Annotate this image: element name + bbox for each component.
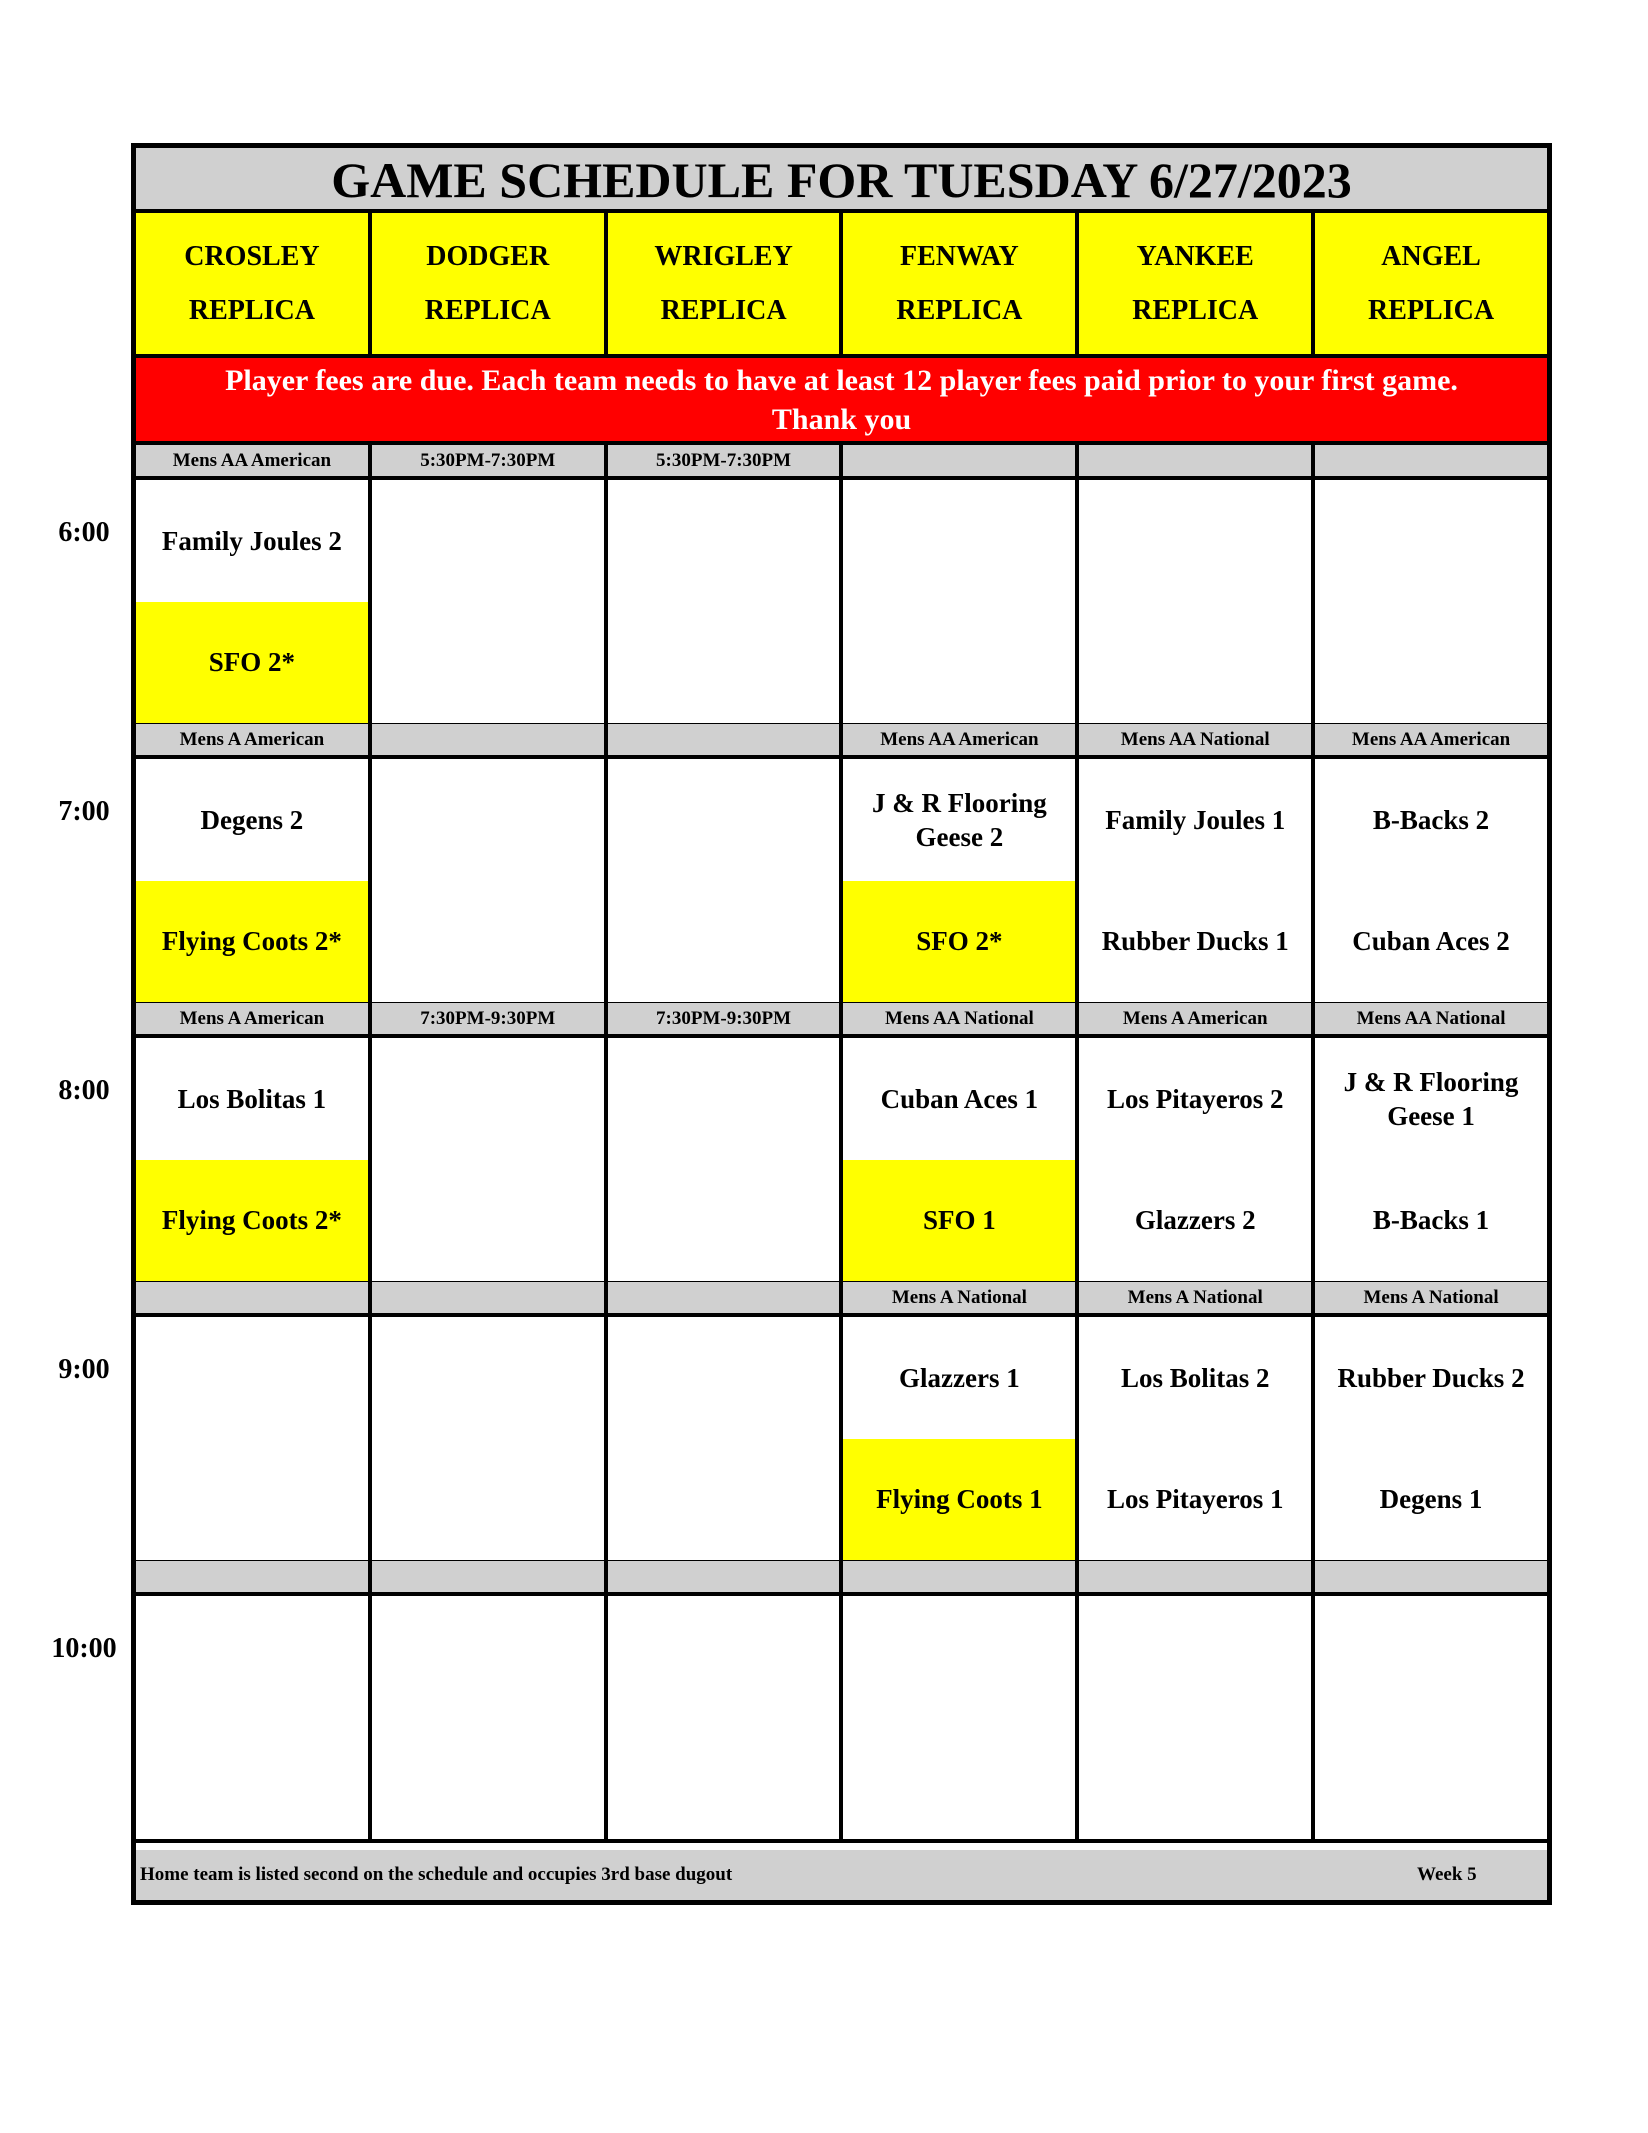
division-label: [136, 1561, 372, 1592]
home-team: [136, 1439, 368, 1561]
home-team: [372, 1439, 604, 1561]
game-cell: [1079, 759, 1315, 1002]
time-slot: [136, 1282, 1547, 1564]
division-label: Mens AA National: [843, 1003, 1079, 1034]
fee-notice-banner: [136, 358, 1547, 445]
game-cell: [136, 759, 372, 1002]
away-team: Cuban Aces 1: [880, 1083, 1039, 1114]
game-cell: [608, 1038, 844, 1281]
division-label: [1315, 445, 1547, 476]
field-subtitle: REPLICA: [188, 294, 315, 326]
away-team: [1079, 1596, 1311, 1718]
away-team: [1079, 480, 1311, 602]
field-header: [372, 213, 608, 354]
field-name: ANGEL: [1381, 240, 1481, 272]
division-label: 7:30PM-9:30PM: [372, 1003, 608, 1034]
home-team: [136, 1718, 368, 1840]
home-team: Rubber Ducks 1: [1101, 926, 1289, 957]
division-label: Mens A National: [1363, 1287, 1499, 1308]
away-team: [372, 1596, 604, 1718]
notice-line-2: Thank you: [771, 402, 912, 436]
home-team: [1079, 602, 1311, 724]
division-label-row: [136, 724, 1547, 759]
field-header-row: [136, 213, 1547, 358]
division-label: [1315, 1561, 1547, 1592]
time-slot: [136, 1561, 1547, 1843]
division-label: Mens A American: [136, 1003, 372, 1034]
home-team: [608, 881, 840, 1003]
game-cell: [1079, 1596, 1315, 1839]
time-label: 10:00: [51, 1633, 117, 1664]
home-team: [608, 1160, 840, 1282]
division-label: Mens A American: [1079, 1003, 1315, 1034]
field-subtitle: REPLICA: [1368, 294, 1495, 326]
notice-line-1: Player fees are due. Each team needs to have at least 12 player fees paid prior to your first game.: [225, 363, 1458, 397]
division-label: Mens A National: [843, 1282, 1079, 1313]
game-cell: [843, 1596, 1079, 1839]
away-team: [372, 759, 604, 881]
away-team: [608, 480, 840, 602]
time-slot: [136, 724, 1547, 1006]
schedule-table: [131, 143, 1552, 1905]
home-team: SFO 2*: [136, 602, 368, 724]
game-cell: [372, 1038, 608, 1281]
away-team: [136, 1317, 368, 1439]
home-team: [843, 602, 1075, 724]
game-cell: [136, 1596, 372, 1839]
division-label-row: [136, 445, 1547, 480]
division-label-row: [136, 1282, 1547, 1317]
game-cell: [608, 1317, 844, 1560]
game-cell: [1315, 759, 1547, 1002]
division-label: Mens A National: [1079, 1282, 1315, 1313]
division-label: [843, 1561, 1079, 1592]
home-team: Glazzers 2: [1134, 1205, 1256, 1236]
field-header: [1079, 213, 1315, 354]
away-team: Family Joules 1: [1105, 804, 1286, 835]
time-slot: [136, 445, 1547, 727]
division-label-row: [136, 1003, 1547, 1038]
home-team: Los Pitayeros 1: [1106, 1484, 1284, 1515]
time-label: 9:00: [58, 1354, 110, 1385]
home-team: Flying Coots 2*: [136, 1160, 368, 1282]
home-team: [608, 1718, 840, 1840]
away-team: [843, 1596, 1075, 1718]
home-team: Cuban Aces 2: [1352, 926, 1510, 957]
game-row: [136, 480, 1547, 727]
away-team: [1315, 1596, 1547, 1718]
away-team: Degens 2: [200, 804, 304, 835]
division-label: [136, 1282, 372, 1313]
division-label: Mens AA American: [136, 445, 372, 476]
game-cell: [372, 759, 608, 1002]
division-label: 5:30PM-7:30PM: [608, 445, 844, 476]
division-label: Mens AA National: [1079, 724, 1315, 755]
game-cell: [608, 480, 844, 723]
division-label: [372, 1282, 608, 1313]
game-row: [136, 1038, 1547, 1285]
division-label: [608, 1282, 844, 1313]
page-title: GAME SCHEDULE FOR TUESDAY 6/27/2023: [136, 148, 1547, 213]
away-team: J & R Flooring Geese 2: [872, 787, 1047, 852]
time-label: 7:00: [58, 796, 110, 827]
away-team: [372, 1038, 604, 1160]
away-team: Los Bolitas 2: [1120, 1362, 1270, 1393]
division-label: Mens AA National: [1356, 1008, 1506, 1029]
game-cell: [136, 1038, 372, 1281]
away-team: [1315, 480, 1547, 602]
game-cell: [1079, 480, 1315, 723]
time-label: 6:00: [58, 517, 110, 548]
field-header: [1315, 213, 1547, 354]
field-subtitle: REPLICA: [424, 294, 551, 326]
game-cell: [843, 759, 1079, 1002]
away-team: [136, 1596, 368, 1718]
game-cell: [608, 759, 844, 1002]
game-cell: [136, 480, 372, 723]
field-header: [843, 213, 1079, 354]
division-label: [608, 724, 844, 755]
away-team: B-Backs 2: [1372, 804, 1490, 835]
game-cell: [1315, 1038, 1547, 1281]
game-cell: [608, 1596, 844, 1839]
game-cell: [843, 480, 1079, 723]
field-name: FENWAY: [900, 240, 1019, 272]
home-team: Flying Coots 2*: [136, 881, 368, 1003]
game-cell: [1079, 1038, 1315, 1281]
field-subtitle: REPLICA: [896, 294, 1023, 326]
field-name: YANKEE: [1136, 240, 1254, 272]
game-cell: [1315, 1317, 1547, 1560]
division-label: 7:30PM-9:30PM: [608, 1003, 844, 1034]
home-team: [1315, 1718, 1547, 1840]
away-team: [608, 1038, 840, 1160]
game-cell: [1079, 1317, 1315, 1560]
home-team: Degens 1: [1379, 1484, 1483, 1515]
field-header: [136, 213, 372, 354]
division-label: Mens A American: [136, 724, 372, 755]
game-cell: [372, 1317, 608, 1560]
game-cell: [136, 1317, 372, 1560]
away-team: [608, 1596, 840, 1718]
home-team-note: Home team is listed second on the schedule and occupies 3rd base dugout: [140, 1864, 733, 1885]
division-label: [372, 1561, 608, 1592]
field-header: [608, 213, 844, 354]
away-team: Family Joules 2: [161, 525, 342, 556]
game-row: [136, 1596, 1547, 1843]
game-cell: [1315, 1596, 1547, 1839]
away-team: [372, 1317, 604, 1439]
home-team: [372, 1160, 604, 1282]
division-label: [372, 724, 608, 755]
field-name: CROSLEY: [184, 240, 320, 272]
home-team: SFO 1: [843, 1160, 1075, 1282]
division-label: Mens AA American: [1351, 729, 1511, 750]
away-team: Los Pitayeros 2: [1106, 1083, 1284, 1114]
division-label: 5:30PM-7:30PM: [372, 445, 608, 476]
home-team: [1315, 602, 1547, 724]
away-team: [608, 1317, 840, 1439]
week-label: Week 5: [1417, 1864, 1477, 1885]
division-label: Mens AA American: [843, 724, 1079, 755]
away-team: [608, 759, 840, 881]
division-label-row: [136, 1561, 1547, 1596]
field-name: DODGER: [426, 240, 550, 272]
game-cell: [372, 480, 608, 723]
time-slot: [136, 1003, 1547, 1285]
home-team: B-Backs 1: [1372, 1205, 1490, 1236]
division-label: [843, 445, 1079, 476]
home-team: SFO 2*: [843, 881, 1075, 1003]
home-team: [372, 602, 604, 724]
game-row: [136, 759, 1547, 1006]
home-team: [608, 1439, 840, 1561]
home-team: [1079, 1718, 1311, 1840]
home-team: Flying Coots 1: [843, 1439, 1075, 1561]
game-cell: [843, 1317, 1079, 1560]
away-team: Rubber Ducks 2: [1337, 1362, 1525, 1393]
division-label: [1079, 445, 1315, 476]
time-label: 8:00: [58, 1075, 110, 1106]
division-label: [608, 1561, 844, 1592]
game-cell: [1315, 480, 1547, 723]
away-team: Glazzers 1: [899, 1362, 1020, 1393]
away-team: [372, 480, 604, 602]
field-subtitle: REPLICA: [1132, 294, 1259, 326]
home-team: [372, 1718, 604, 1840]
home-team: [372, 881, 604, 1003]
division-label: [1079, 1561, 1315, 1592]
game-cell: [372, 1596, 608, 1839]
footer-bar: [136, 1850, 1547, 1900]
game-cell: [843, 1038, 1079, 1281]
time-column: [0, 0, 130, 2133]
field-name: WRIGLEY: [654, 240, 793, 272]
game-row: [136, 1317, 1547, 1564]
away-team: [843, 480, 1075, 602]
field-subtitle: REPLICA: [660, 294, 787, 326]
home-team: [843, 1718, 1075, 1840]
away-team: J & R Flooring Geese 1: [1343, 1066, 1519, 1131]
home-team: [608, 602, 840, 724]
away-team: Los Bolitas 1: [177, 1083, 327, 1114]
